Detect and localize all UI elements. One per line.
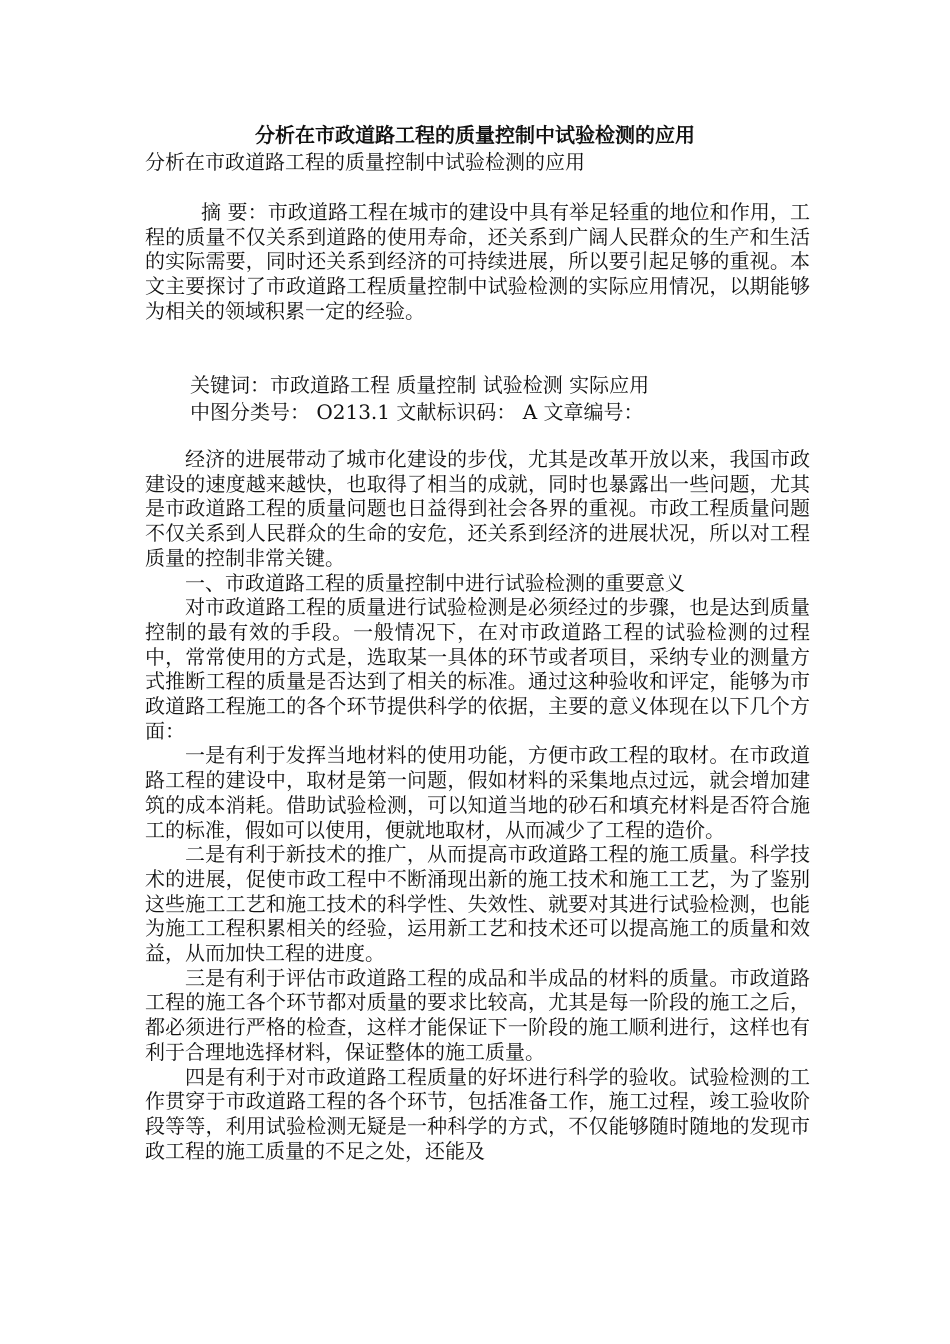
paragraph: 经济的进展带动了城市化建设的步伐，尤其是改革开放以来，我国市政建设的速度越来越快，也取得了相当的成就，同时也暴露出一些问题，尤其是市政道路工程的质量问题也日益得到社会各界的重视。市政工程质量问题不仅关系到人民群众的生命的安危，还关系到经济的进展状况，所以对工程质量的控制非常关键。 [145,447,810,570]
paragraph: 一是有利于发挥当地材料的使用功能，方便市政工程的取材。在市政道路工程的建设中，取材是第一问题，假如材料的采集地点过远，就会增加建筑的成本消耗。借助试验检测，可以知道当地的砂石和填充材料是否符合施工的标准，假如可以使用，便就地取材，从而减少了工程的造价。 [145,743,810,842]
section-heading: 一、市政道路工程的质量控制中进行试验检测的重要意义 [185,570,685,595]
body-text [145,447,810,1163]
paragraph: 三是有利于评估市政道路工程的成品和半成品的材料的质量。市政道路工程的施工各个环节都对质量的要求比较高，尤其是每一阶段的施工之后，都必须进行严格的检查，这样才能保证下一阶段的施工顺利进行，这样也有利于合理地选择材料，保证整体的施工质量。 [145,965,810,1064]
keywords-line: 关键词：市政道路工程 质量控制 试验检测 实际应用 [190,373,650,397]
document-title: 分析在市政道路工程的质量控制中试验检测的应用 [255,123,695,147]
paragraph: 四是有利于对市政道路工程质量的好坏进行科学的验收。试验检测的工作贯穿于市政道路工程的各个环节，包括准备工作，施工过程，竣工验收阶段等等，利用试验检测无疑是一种科学的方式，不仅能够随时随地的发现市政工程的施工质量的不足之处，还能及 [145,1064,810,1163]
classification-line: 中图分类号： O213.1 文献标识码： A 文章编号： [190,400,644,424]
abstract-text: 摘 要：市政道路工程在城市的建设中具有举足轻重的地位和作用，工程的质量不仅关系到道路的使用寿命，还关系到广阔人民群众的生产和生活的实际需要，同时还关系到经济的可持续进展，所以要引起足够的重视。本文主要探讨了市政道路工程质量控制中试验检测的实际应用情况，以期能够为相关的领域积累一定的经验。 [145,200,810,323]
abstract-section [145,200,810,324]
paragraph: 对市政道路工程的质量进行试验检测是必须经过的步骤，也是达到质量控制的最有效的手段。一般情况下，在对市政道路工程的试验检测的过程中，常常使用的方式是，选取某一具体的环节或者项目，采纳专业的测量方式推断工程的质量是否达到了相关的标准。通过这种验收和评定，能够为市政道路工程施工的各个环节提供科学的依据，主要的意义体现在以下几个方面： [145,595,810,743]
document-subtitle: 分析在市政道路工程的质量控制中试验检测的应用 [145,150,585,174]
paragraph: 二是有利于新技术的推广，从而提高市政道路工程的施工质量。科学技术的进展，促使市政工程中不断涌现出新的施工技术和施工工艺，为了鉴别这些施工工艺和施工技术的科学性、失效性、就要对其进行试验检测，也能为施工工程积累相关的经验，运用新工艺和技术还可以提高施工的质量和效益，从而加快工程的进度。 [145,842,810,966]
